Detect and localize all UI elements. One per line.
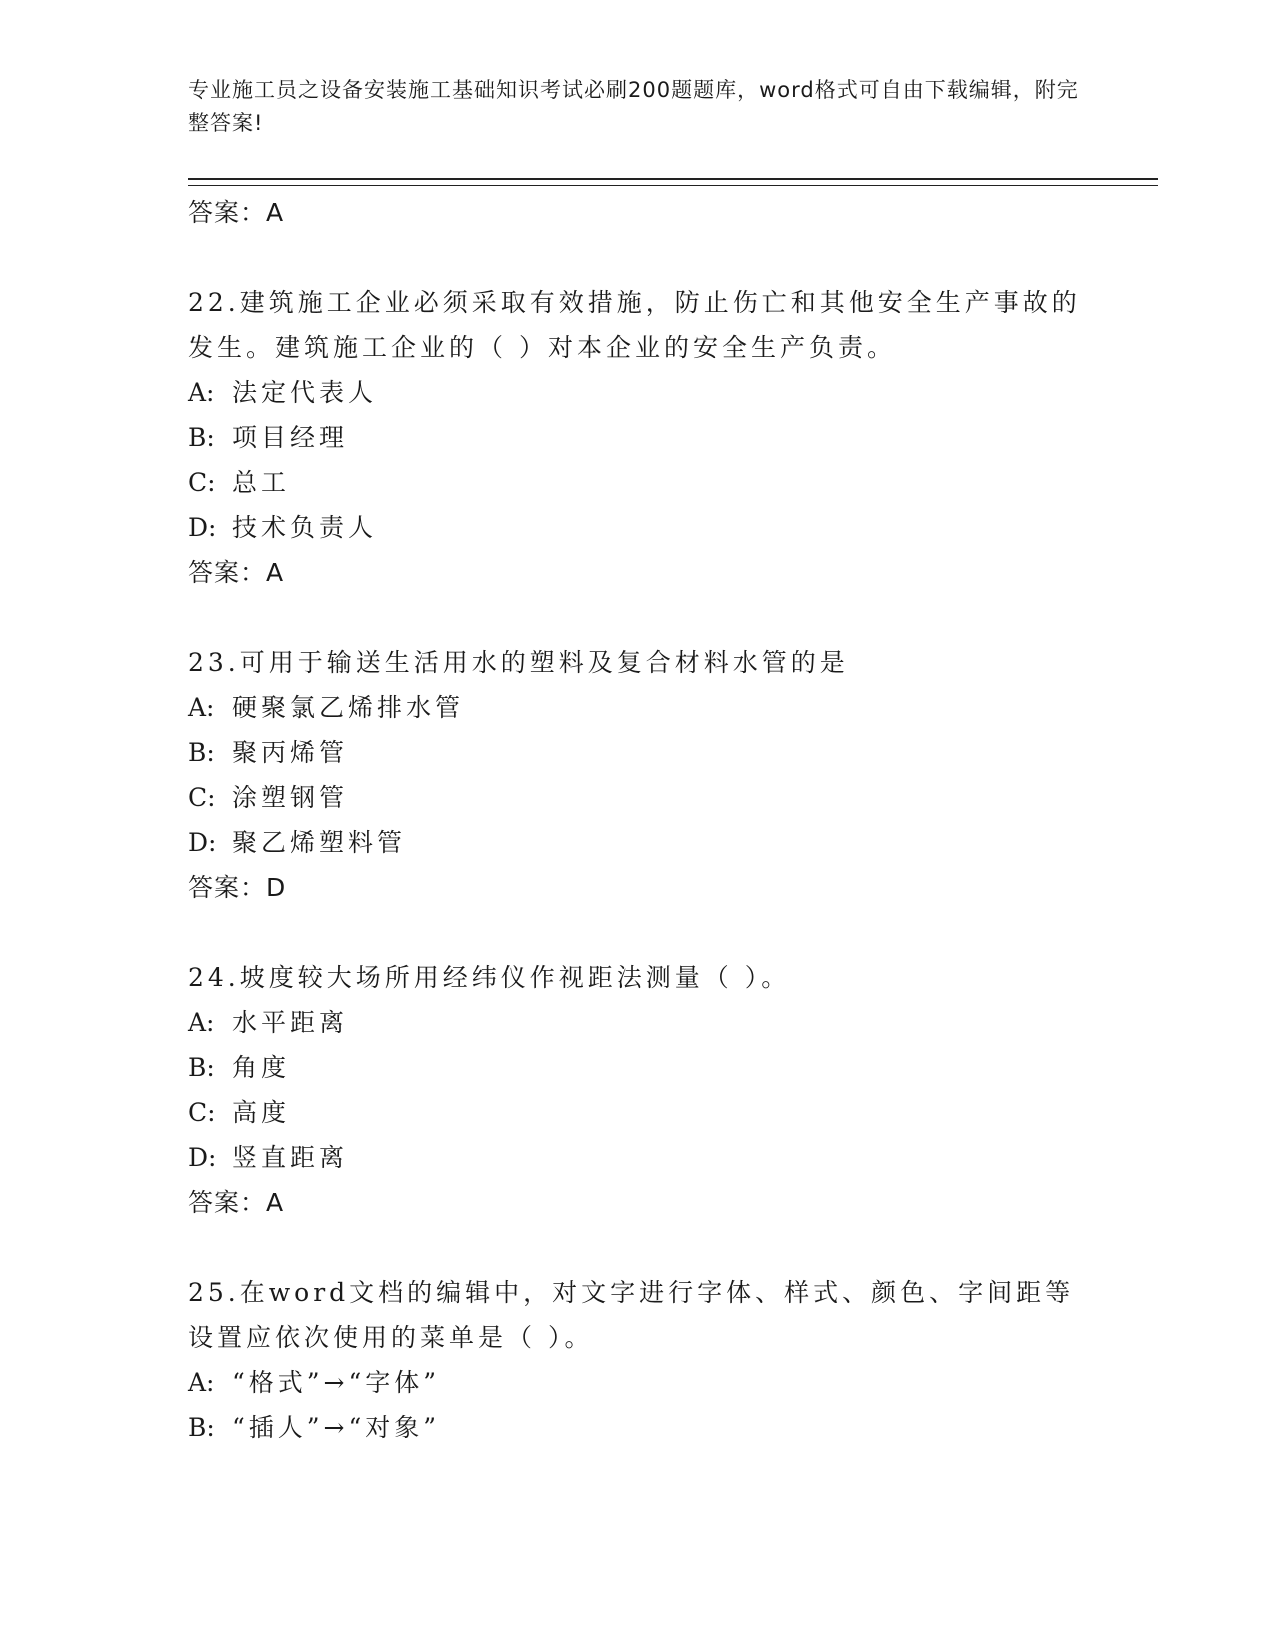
option-letter: C: [188,783,216,812]
answer-line: 答案：A [188,1188,285,1217]
question-22 [188,280,1088,595]
option-text: 硬聚氯乙烯排水管 [232,693,465,722]
question-23 [188,640,1088,910]
option-b [188,730,1088,775]
option-text: 角度 [232,1053,291,1082]
question-stem: 23.可用于输送生活用水的塑料及复合材料水管的是 [188,648,849,677]
question-stem: 25.在word文档的编辑中，对文字进行字体、样式、颜色、字间距等设置应依次使用的菜单是（ ）。 [188,1278,1075,1352]
option-b [188,1405,1088,1450]
option-text: 总工 [232,468,291,497]
answer-line: 答案：A [188,558,285,587]
option-letter: A: [188,1368,215,1397]
option-c [188,775,1088,820]
option-text: 水平距离 [232,1008,349,1037]
option-letter: B: [188,423,215,452]
option-a [188,685,1088,730]
option-letter: D: [188,513,217,542]
question-list [188,190,1088,1450]
question-stem: 24.坡度较大场所用经纬仪作视距法测量（ ）。 [188,963,791,992]
option-a [188,370,1088,415]
option-b [188,415,1088,460]
option-d [188,1135,1088,1180]
option-a [188,1000,1088,1045]
option-text: 高度 [232,1098,291,1127]
option-b [188,1045,1088,1090]
option-text: 竖直距离 [232,1143,349,1172]
question-stem: 22.建筑施工企业必须采取有效措施，防止伤亡和其他安全生产事故的发生。建筑施工企业的（ ）对本企业的安全生产负责。 [188,288,1081,362]
option-c [188,460,1088,505]
option-letter: A: [188,1008,215,1037]
option-letter: B: [188,1413,215,1442]
option-a [188,1360,1088,1405]
option-text: “插人”→“对象” [232,1413,441,1442]
option-text: “格式”→“字体” [232,1368,441,1397]
option-letter: B: [188,1053,215,1082]
option-letter: A: [188,378,215,407]
question-24 [188,955,1088,1225]
answer-line: 答案：A [188,198,285,227]
option-letter: D: [188,1143,217,1172]
option-text: 聚丙烯管 [232,738,349,767]
question-25 [188,1270,1088,1450]
option-d [188,820,1088,865]
document-header [188,74,1088,140]
option-letter: C: [188,468,216,497]
document-title: 专业施工员之设备安装施工基础知识考试必刷200题题库，word格式可自由下载编辑，附完整答案! [188,78,1079,135]
option-letter: D: [188,828,217,857]
option-letter: B: [188,738,215,767]
option-text: 项目经理 [232,423,349,452]
option-text: 涂塑钢管 [232,783,349,812]
option-c [188,1090,1088,1135]
option-text: 法定代表人 [232,378,378,407]
option-text: 技术负责人 [232,513,378,542]
option-letter: C: [188,1098,216,1127]
header-divider [188,178,1158,186]
answer-line: 答案：D [188,873,287,902]
option-d [188,505,1088,550]
option-text: 聚乙烯塑料管 [232,828,407,857]
option-letter: A: [188,693,215,722]
